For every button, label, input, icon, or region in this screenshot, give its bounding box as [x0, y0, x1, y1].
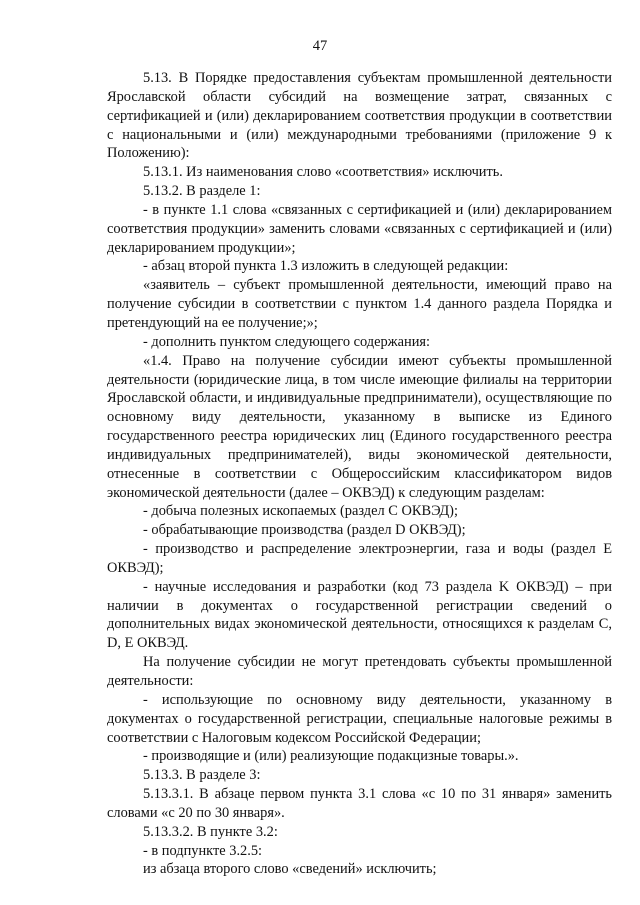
document-body: [107, 69, 612, 879]
paragraph-remove-word: из абзаца второго слово «сведений» исключить;: [143, 861, 437, 878]
paragraph-5-13-1: 5.13.1. Из наименования слово «соответствия» исключить.: [143, 164, 503, 181]
paragraph-code-73: - научные исследования и разработки (код 73 раздела K ОКВЭД) – при наличии в документах о государственной регистрации сведений о дополнительных видах экономической деятельности, относящихся к разделам C, D, E ОКВЭД.: [107, 578, 612, 652]
paragraph-5-13-3-2: 5.13.3.2. В пункте 3.2:: [143, 823, 278, 840]
paragraph-item-1-1: - в пункте 1.1 слова «связанных с сертификацией и (или) декларированием соответствия продукции» заменить словами «связанных с сертификацией и (или) декларированием продукции»;: [107, 201, 612, 256]
paragraph-section-d: - обрабатывающие производства (раздел D ОКВЭД);: [143, 522, 466, 539]
paragraph-not-eligible: На получение субсидии не могут претендовать субъекты промышленной деятельности:: [107, 654, 612, 689]
paragraph-section-c: - добыча полезных ископаемых (раздел C ОКВЭД);: [143, 503, 458, 520]
paragraph-section-e: - производство и распределение электроэнергии, газа и воды (раздел E ОКВЭД);: [107, 541, 612, 576]
paragraph-5-13-3: 5.13.3. В разделе 3:: [143, 767, 261, 784]
paragraph-special-tax: - использующие по основному виду деятельности, указанному в документах о государственной регистрации, специальные налоговые режимы в соответствии с Налоговым кодексом Российской Федерации;: [107, 691, 612, 746]
paragraph-add-item: - дополнить пунктом следующего содержания:: [143, 333, 431, 350]
paragraph-item-1-4: «1.4. Право на получение субсидии имеют субъекты промышленной деятельности (юридические лица, в том числе имеющие филиалы на территории Ярославской области, и индивидуальные предприниматели), осуществляющие по основному виду деятельности, указанному в выписке из Единого государственного реестра юридических лиц (Единого государственного реестра индивидуальных предпринимателей), виды экономической деятельности, отнесенные в соответствии с Общероссийским классификатором видов экономической деятельности (далее – ОКВЭД) к следующим разделам:: [107, 352, 612, 501]
paragraph-5-13: 5.13. В Порядке предоставления субъектам промышленной деятельности Ярославской области субсидий на возмещение затрат, связанных с сертификацией и (или) декларированием соответствия продукции в соответствии с национальными и (или) международными требованиями (приложение 9 к Положению):: [107, 70, 612, 162]
paragraph-item-1-3: - абзац второй пункта 1.3 изложить в следующей редакции:: [143, 258, 509, 275]
paragraph-excise-goods: - производящие и (или) реализующие подакцизные товары.».: [143, 748, 519, 765]
paragraph-5-13-3-1: 5.13.3.1. В абзаце первом пункта 3.1 слова «с 10 по 31 января» заменить словами «с 20 по 30 января».: [107, 786, 612, 821]
paragraph-5-13-2: 5.13.2. В разделе 1:: [143, 183, 261, 200]
paragraph-applicant-definition: «заявитель – субъект промышленной деятельности, имеющий право на получение субсидии в соответствии с пунктом 1.4 данного раздела Порядка и претендующий на ее получение;»;: [107, 277, 612, 331]
paragraph-subitem-3-2-5: - в подпункте 3.2.5:: [143, 842, 263, 859]
page-number: 47: [312, 38, 328, 54]
